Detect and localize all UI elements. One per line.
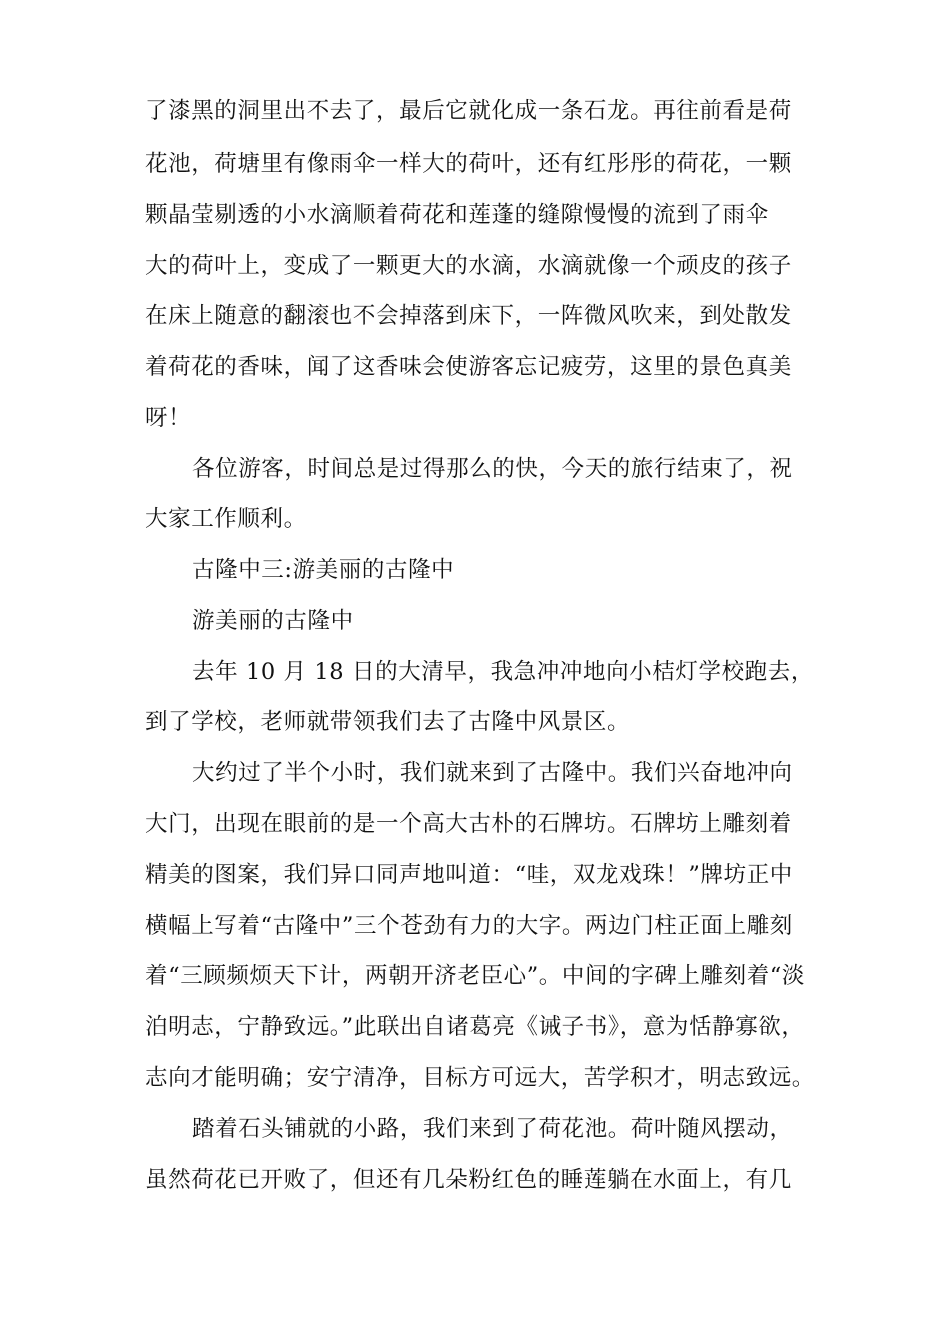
text-line: 虽然荷花已开败了，但还有几朵粉红色的睡莲躺在水面上，有几 <box>145 1167 792 1193</box>
text-line: 踏着石头铺就的小路，我们来到了荷花池。荷叶随风摆动， <box>192 1116 793 1142</box>
text-line: 大的荷叶上，变成了一颗更大的水滴，水滴就像一个顽皮的孩子 <box>145 253 792 279</box>
text-line: 了漆黑的洞里出不去了，最后它就化成一条石龙。再往前看是荷 <box>145 98 792 124</box>
text-line: 大家工作顺利。 <box>145 506 307 532</box>
text-line: 颗晶莹剔透的小水滴顺着荷花和莲蓬的缝隙慢慢的流到了雨伞 <box>145 202 769 228</box>
text-line: 大约过了半个小时，我们就来到了古隆中。我们兴奋地冲向 <box>192 760 793 786</box>
text-line: 着荷花的香味，闻了这香味会使游客忘记疲劳，这里的景色真美 <box>145 354 792 380</box>
text-line: 在床上随意的翻滚也不会掉落到床下，一阵微风吹来，到处散发 <box>145 303 792 329</box>
text-line: 大门，出现在眼前的是一个高大古朴的石牌坊。石牌坊上雕刻着 <box>145 811 792 837</box>
text-line: 精美的图案，我们异口同声地叫道：“哇，双龙戏珠！”牌坊正中 <box>145 862 793 888</box>
text-line: 横幅上写着“古隆中”三个苍劲有力的大字。两边门柱正面上雕刻 <box>145 913 793 939</box>
text-line: 各位游客，时间总是过得那么的快，今天的旅行结束了，祝 <box>192 456 793 482</box>
text-line: 呀！ <box>145 405 192 431</box>
text-line: 花池，荷塘里有像雨伞一样大的荷叶，还有红彤彤的荷花，一颗 <box>145 151 792 177</box>
article-title: 游美丽的古隆中 <box>192 608 354 634</box>
text-line: 去年 10 月 18 日的大清早，我急冲冲地向小桔灯学校跑去， <box>192 659 814 685</box>
section-heading: 古隆中三:游美丽的古隆中 <box>192 557 455 583</box>
text-line: 到了学校，老师就带领我们去了古隆中风景区。 <box>145 709 631 735</box>
text-line: 志向才能明确；安宁清净，目标方可远大，苦学积才，明志致远。 <box>145 1065 815 1091</box>
text-line: 泊明志，宁静致远。”此联出自诸葛亮《诫子书》，意为恬静寡欲， <box>145 1014 805 1040</box>
text-line: 着“三顾频烦天下计，两朝开济老臣心”。中间的字碑上雕刻着“淡 <box>145 963 806 989</box>
